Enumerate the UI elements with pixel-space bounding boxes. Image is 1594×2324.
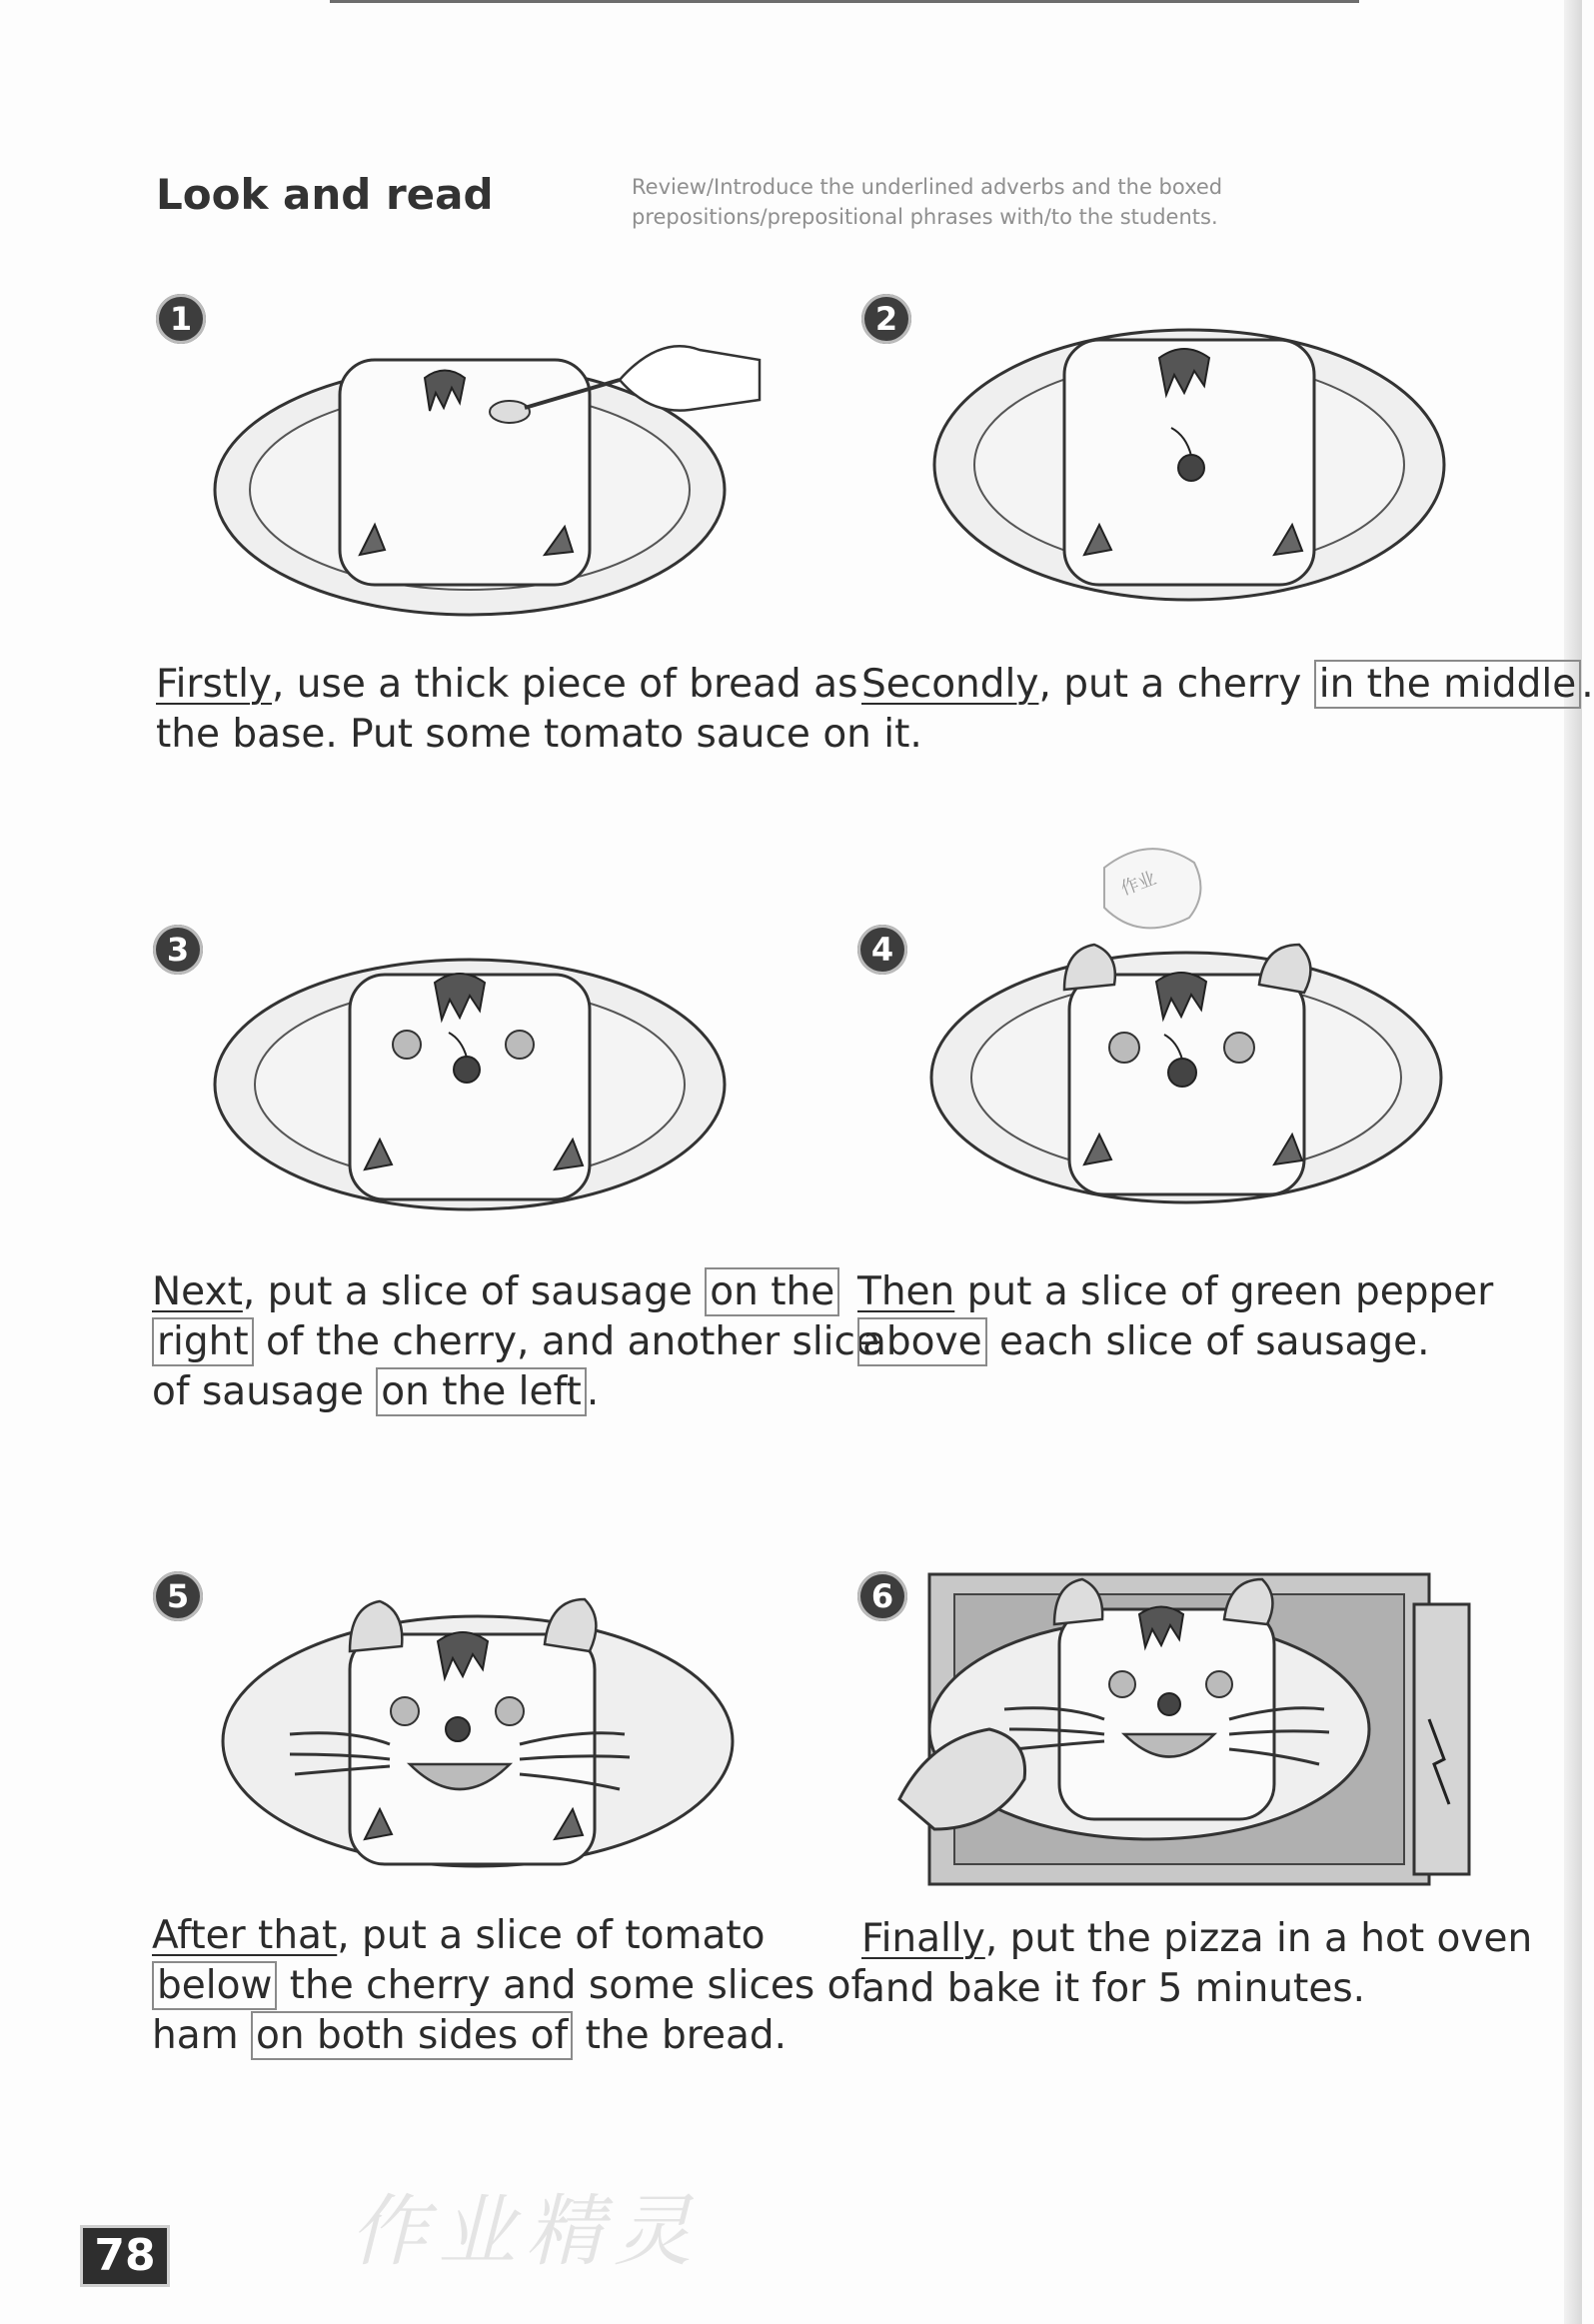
step-5-line-2: the cherry and some slices of xyxy=(277,1963,865,2008)
step-4-caption xyxy=(857,1267,1493,1367)
step-1-illustration xyxy=(200,300,819,630)
adverb-next: Next xyxy=(152,1269,243,1314)
preposition-on-both-sides-of: on both sides of xyxy=(251,2011,573,2060)
adverb-finally: Finally xyxy=(861,1916,985,1961)
step-3-line-1: , put a slice of sausage xyxy=(242,1269,706,1314)
step-3-illustration xyxy=(205,935,745,1244)
step-4-number: 4 xyxy=(857,925,907,975)
preposition-above: above xyxy=(857,1317,987,1366)
step-3-line-3: of sausage xyxy=(152,1369,377,1414)
step-3-caption xyxy=(152,1267,879,1417)
adverb-then: Then xyxy=(857,1269,955,1314)
step-2-number: 2 xyxy=(861,294,911,344)
step-2-period: . xyxy=(1581,662,1594,707)
watermark: 作业精灵 xyxy=(350,2187,703,2277)
adverb-secondly: Secondly xyxy=(861,662,1039,707)
step-1-line-2: the base. Put some tomato sauce on it. xyxy=(156,712,922,757)
step-3-line-2: of the cherry, and another slice xyxy=(253,1319,879,1364)
preposition-below: below xyxy=(152,1961,277,2010)
teacher-note-line-2: prepositions/prepositional phrases with/to the students. xyxy=(632,205,1218,229)
step-5-number: 5 xyxy=(153,1571,203,1621)
stamp-logo xyxy=(1084,838,1214,938)
step-2-text: , put a cherry xyxy=(1038,662,1314,707)
adverb-after-that: After that xyxy=(152,1913,338,1958)
step-1-number: 1 xyxy=(156,294,206,344)
step-3-period: . xyxy=(586,1369,600,1414)
preposition-on-the: on the xyxy=(705,1267,839,1316)
preposition-in-the-middle: in the middle xyxy=(1314,660,1582,709)
page-number: 78 xyxy=(80,2225,170,2287)
page-edge xyxy=(1564,0,1582,2324)
step-5-line-1: , put a slice of tomato xyxy=(337,1913,766,1958)
step-6-line-1: , put the pizza in a hot oven xyxy=(984,1916,1533,1961)
step-3-number: 3 xyxy=(153,925,203,975)
step-2-illustration xyxy=(929,300,1489,630)
step-6-illustration xyxy=(884,1569,1484,1899)
svg-text:作业: 作业 xyxy=(1117,868,1159,901)
step-5-caption xyxy=(152,1911,864,2061)
step-5-line-3: ham xyxy=(152,2013,252,2058)
step-6-line-2: and bake it for 5 minutes. xyxy=(861,1966,1366,2011)
top-rule xyxy=(330,0,1359,3)
step-4-line-1: put a slice of green pepper xyxy=(954,1269,1494,1314)
step-4-illustration xyxy=(924,930,1454,1229)
step-2-caption xyxy=(861,660,1594,710)
step-5-illustration xyxy=(210,1569,750,1899)
adverb-firstly: Firstly xyxy=(156,662,272,707)
step-5-line-3-end: the bread. xyxy=(573,2013,788,2058)
preposition-on-the-left: on the left xyxy=(376,1367,587,1416)
step-1-caption xyxy=(156,660,922,760)
preposition-right: right xyxy=(152,1317,254,1366)
step-4-line-2: each slice of sausage. xyxy=(986,1319,1430,1364)
step-6-caption xyxy=(861,1914,1532,2014)
step-1-line-1: , use a thick piece of bread as xyxy=(272,662,858,707)
teacher-note-line-1: Review/Introduce the underlined adverbs and the boxed xyxy=(632,175,1223,199)
section-title: Look and read xyxy=(156,170,494,219)
step-6-number: 6 xyxy=(857,1571,907,1621)
teacher-note xyxy=(632,172,1331,232)
